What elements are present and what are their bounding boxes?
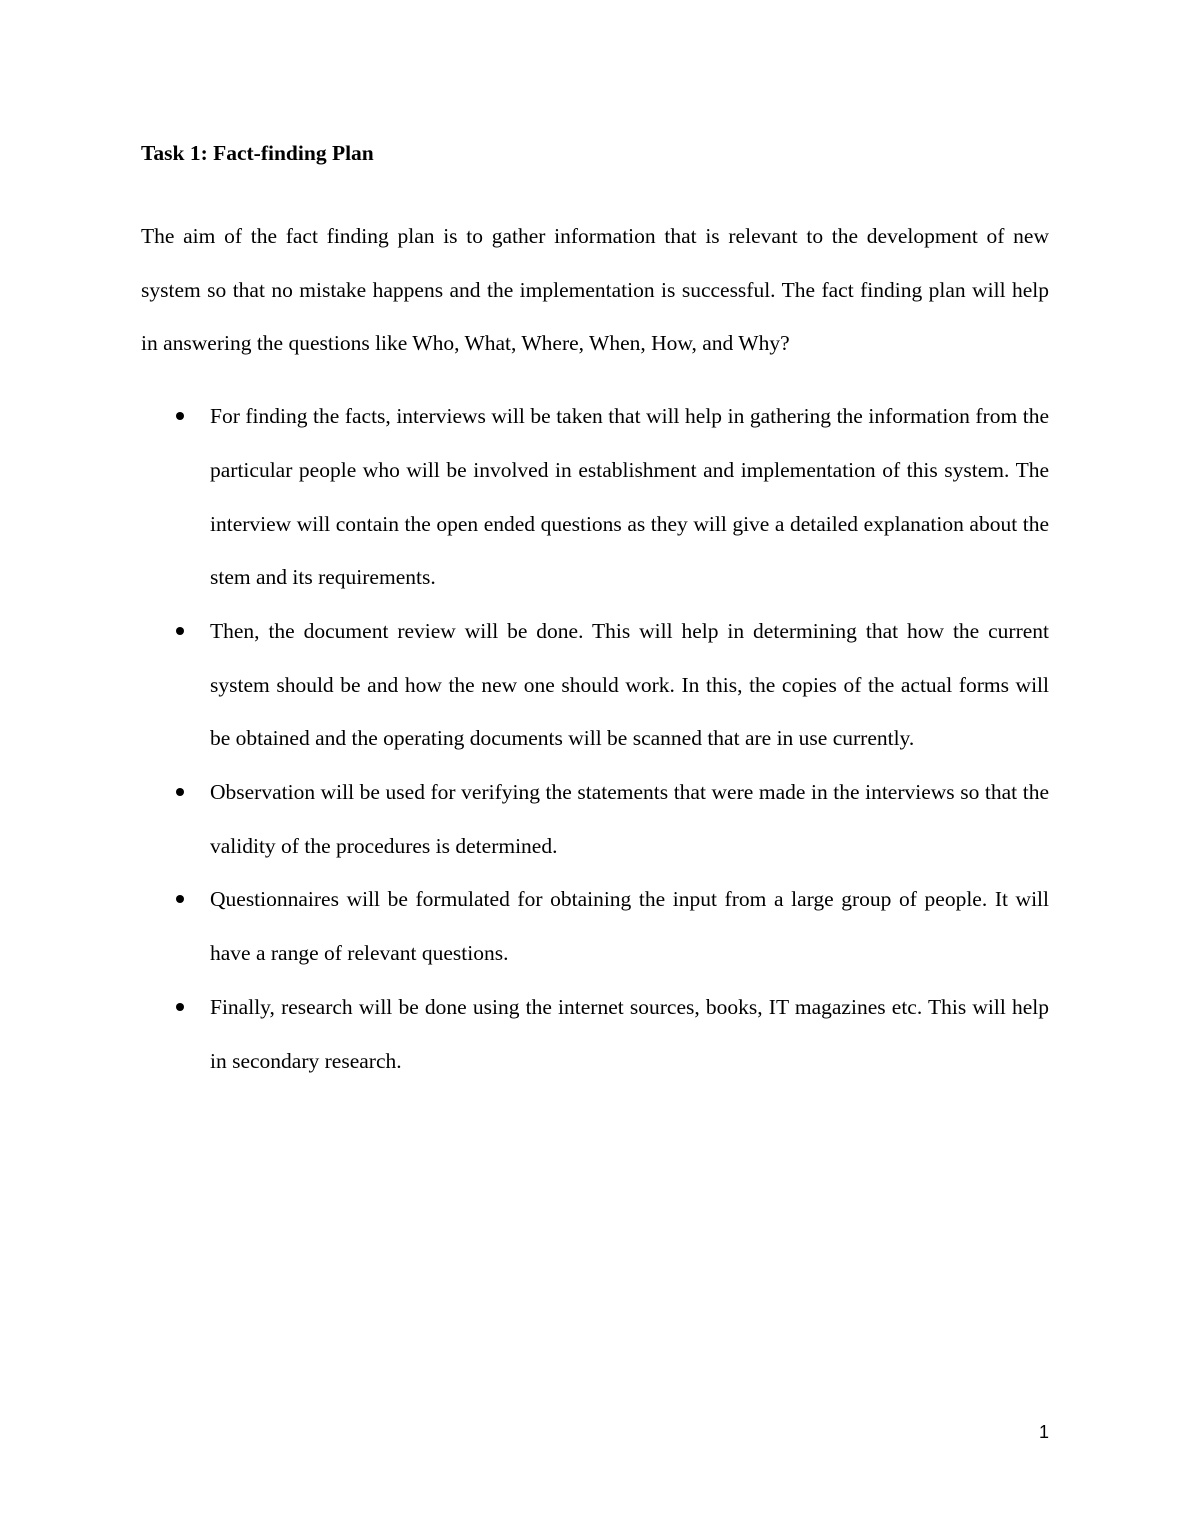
- bullet-icon: [176, 412, 184, 420]
- list-item-text: For finding the facts, interviews will be taken that will help in gathering the information from the particular people who will be involved in establishment and implementation of this system. The interview will contain the open ended questions as they will give a detailed explanation about the stem and its requirements.: [210, 404, 1049, 590]
- bullet-icon: [176, 788, 184, 796]
- fact-finding-list: [141, 390, 1049, 1088]
- intro-paragraph: The aim of the fact finding plan is to gather information that is relevant to the development of new system so that no mistake happens and the implementation is successful. The fact finding plan will help in answering the questions like Who, What, Where, When, How, and Why?: [141, 224, 1049, 356]
- bullet-icon: [176, 895, 184, 903]
- list-item-text: Questionnaires will be formulated for obtaining the input from a large group of people. It will have a range of relevant questions.: [210, 887, 1049, 966]
- bullet-icon: [176, 1003, 184, 1011]
- list-item: [141, 766, 1049, 873]
- list-item: [141, 873, 1049, 980]
- list-item-text: Then, the document review will be done. This will help in determining that how the current system should be and how the new one should work. In this, the copies of the actual forms will be obtained and the operating documents will be scanned that are in use currently.: [210, 618, 1049, 751]
- list-item: [141, 605, 1049, 766]
- page-title: Task 1: Fact-finding Plan: [141, 141, 374, 165]
- list-item-text: Finally, research will be done using the internet sources, books, IT magazines etc. This will help in secondary research.: [210, 994, 1049, 1073]
- list-item-text: Observation will be used for verifying the statements that were made in the interviews so that the validity of the procedures is determined.: [210, 780, 1049, 858]
- bullet-icon: [176, 627, 184, 635]
- list-item: [141, 390, 1049, 605]
- page-content: [141, 137, 1049, 1088]
- page-number: 1: [1038, 1422, 1049, 1442]
- list-item: [141, 981, 1049, 1088]
